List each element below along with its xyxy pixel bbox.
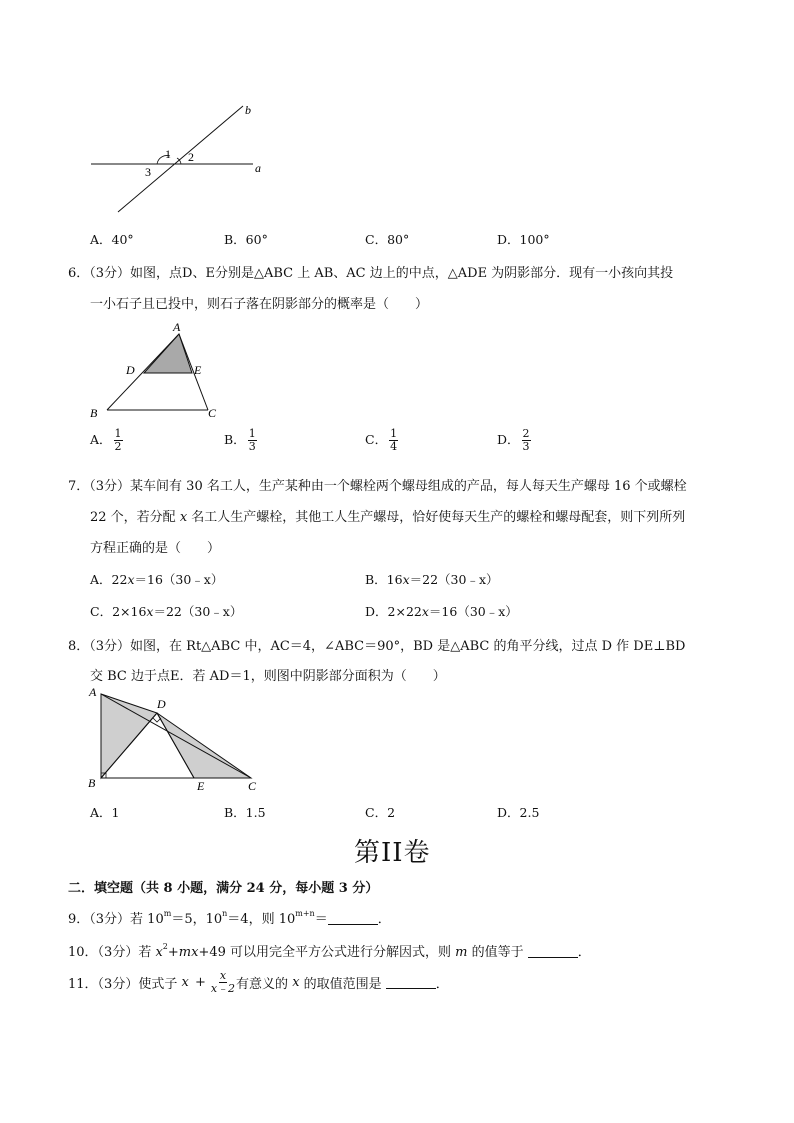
label-d: D	[157, 697, 166, 711]
label-b: B	[88, 776, 96, 790]
variable-x: x	[292, 975, 300, 990]
q8-option-b[interactable]: B．1.5	[224, 805, 266, 820]
variable-m: m	[455, 945, 468, 960]
denominator: 3	[522, 440, 530, 453]
fraction	[522, 428, 531, 453]
exponent: 2	[162, 942, 168, 951]
q7-text-line1: 7．（3分）某车间有 30 名工人，生产某种由一个螺栓两个螺母组成的产品，每人每天生产螺母 16 个或螺栓	[68, 479, 687, 494]
q7-text-line2	[90, 506, 685, 525]
variable-x: x	[421, 604, 429, 619]
q6-option-d[interactable]	[497, 428, 531, 453]
fraction	[210, 970, 236, 995]
section2-heading: 二．填空题（共 8 小题，满分 24 分，每小题 3 分）	[68, 881, 379, 896]
label-b: B	[90, 406, 98, 420]
exponent: m	[163, 909, 172, 918]
answer-blank[interactable]	[386, 976, 436, 989]
plus-sign: +	[194, 975, 206, 990]
q11-text	[68, 970, 449, 995]
label-b: b	[245, 103, 251, 117]
text-segment: A．22	[90, 572, 128, 587]
numerator: 1	[114, 427, 122, 440]
q6-text-line1: 6．（3分）如图，点D、E分别是△ABC 上 AB、AC 边上的中点，△ADE 为阴影部分．现有一小孩向其投	[68, 266, 674, 281]
angle-2: 2	[188, 150, 194, 164]
text-segment: ＝16（30﹣x）	[134, 572, 224, 587]
label-a: A	[173, 320, 181, 334]
option-letter: C．	[365, 432, 388, 447]
option-letter: A．	[90, 432, 112, 447]
q5-option-b[interactable]: B．60°	[224, 232, 268, 247]
text-segment: +	[167, 945, 179, 960]
q5-figure	[85, 98, 275, 218]
q5-option-c[interactable]: C．80°	[365, 232, 410, 247]
denominator: 2	[114, 440, 122, 453]
text-segment: 9．（3分）若 10	[68, 912, 164, 927]
text-segment: 22 个，若分配	[90, 510, 180, 525]
denominator: 4	[390, 440, 398, 453]
text-segment: ＝4，则 10	[227, 912, 296, 927]
variable-x: x	[146, 604, 154, 619]
text-segment: B．16	[365, 572, 403, 587]
q8-option-a[interactable]: A．1	[90, 805, 120, 820]
q6-text-line2: 一小石子且已投中，则石子落在阴影部分的概率是（ ）	[90, 297, 429, 312]
q8-figure	[86, 684, 266, 796]
answer-blank[interactable]	[328, 912, 378, 925]
variable-x: x	[181, 975, 189, 990]
q6-figure	[86, 318, 226, 424]
text-segment: 名工人生产螺栓，其他工人生产螺母，恰好使每天生产的螺栓和螺母配套，则下列所列	[187, 510, 686, 525]
q5-option-d[interactable]: D．100°	[497, 232, 550, 247]
numerator: 1	[248, 427, 256, 440]
variable-mx: mx	[178, 945, 199, 960]
shaded-triangle-abd	[101, 694, 157, 778]
text-segment: 11．（3分）使式子	[68, 977, 182, 992]
text-segment: ＝	[314, 912, 328, 927]
q5-option-a[interactable]: A．40°	[90, 232, 134, 247]
text-segment: ．	[377, 912, 391, 927]
q6-option-b[interactable]	[224, 428, 257, 453]
text-segment: +49 可以用完全平方公式进行分解因式，则	[198, 945, 456, 960]
q7-text-line3: 方程正确的是（ ）	[90, 541, 221, 556]
text-segment: 10．（3分）若	[68, 945, 156, 960]
fraction	[389, 428, 398, 453]
label-a: A	[89, 685, 97, 699]
denominator: x﹣2	[210, 982, 236, 995]
q10-text	[68, 941, 591, 960]
text-segment: C．2×16	[90, 604, 147, 619]
q8-text-line1: 8．（3分）如图，在 Rt△ABC 中，AC＝4，∠ABC＝90°，BD 是△ABC 的角平分线，过点 D 作 DE⊥BD	[68, 639, 686, 654]
label-e: E	[197, 779, 205, 793]
exponent: n	[222, 909, 228, 918]
q7-option-d[interactable]	[365, 602, 518, 620]
q9-text	[68, 908, 391, 927]
q7-option-b[interactable]	[365, 570, 499, 588]
q7-option-c[interactable]	[90, 602, 242, 620]
shaded-triangle-ade	[144, 334, 192, 373]
q8-option-d[interactable]: D．2.5	[497, 805, 540, 820]
text-segment: ＝22（30﹣x）	[153, 604, 243, 619]
text-segment: ＝16（30﹣x）	[428, 604, 518, 619]
text-segment: 的值等于	[467, 945, 528, 960]
numerator: 2	[522, 427, 530, 440]
text-segment: ．	[435, 977, 449, 992]
label-d: D	[126, 363, 135, 377]
numerator: x	[219, 969, 227, 982]
label-a: a	[255, 161, 261, 175]
q8-text-line2: 交 BC 边于点E．若 AD＝1，则图中阴影部分面积为（ ）	[90, 669, 446, 684]
answer-blank[interactable]	[528, 945, 578, 958]
q7-option-a[interactable]	[90, 570, 223, 588]
text-segment: ．	[577, 945, 591, 960]
q8-option-c[interactable]: C．2	[365, 805, 396, 820]
angle-1: 1	[165, 147, 171, 161]
fraction	[248, 428, 257, 453]
variable-x: x	[127, 572, 135, 587]
numerator: 1	[390, 427, 398, 440]
q6-option-a[interactable]	[90, 428, 123, 453]
variable-x: x	[179, 510, 188, 525]
variable-x: x	[402, 572, 410, 587]
line-b	[118, 106, 243, 212]
text-segment: 的取值范围是	[299, 977, 386, 992]
shaded-triangle-dec	[157, 713, 251, 778]
option-letter: D．	[497, 432, 520, 447]
exponent: m+n	[295, 909, 315, 918]
q6-option-c[interactable]	[365, 428, 398, 453]
label-c: C	[248, 779, 257, 793]
angle-3: 3	[145, 165, 151, 179]
label-c: C	[208, 406, 217, 420]
fraction	[114, 428, 123, 453]
text-segment: ＝22（30﹣x）	[409, 572, 499, 587]
label-e: E	[194, 363, 202, 377]
section-title: 第II卷	[354, 838, 431, 868]
denominator: 3	[248, 440, 256, 453]
text-segment: D．2×22	[365, 604, 422, 619]
text-segment: ＝5，10	[171, 912, 223, 927]
variable-x: x	[155, 945, 163, 960]
text-segment: 有意义的	[236, 977, 293, 992]
option-letter: B．	[224, 432, 246, 447]
